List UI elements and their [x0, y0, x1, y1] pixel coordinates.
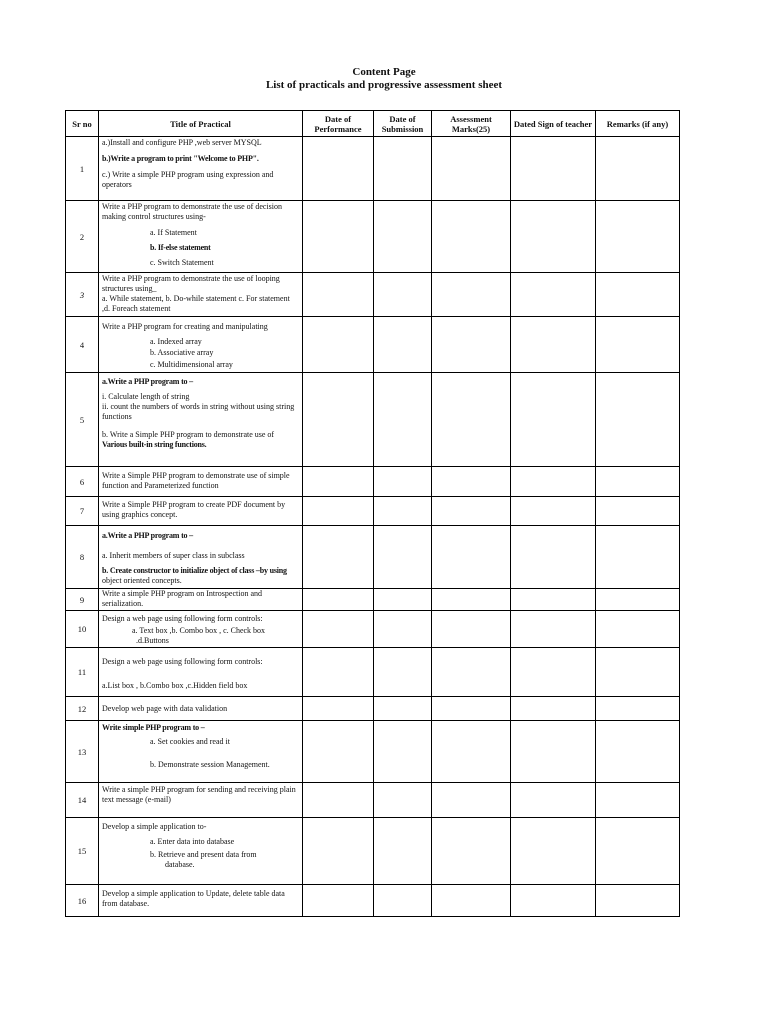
practical-title	[99, 721, 303, 783]
sign-cell	[511, 721, 596, 783]
practical-line: b. Write a Simple PHP program to demonstrate use of	[102, 430, 275, 439]
practical-line: Write a simple PHP program on Introspection and serialization.	[102, 589, 263, 608]
practical-title	[99, 497, 303, 526]
marks-cell	[432, 137, 511, 201]
date-submission-cell	[374, 589, 432, 611]
practical-title	[99, 373, 303, 467]
marks-cell	[432, 885, 511, 917]
practical-line: Write a PHP program to demonstrate the use of decision making control structures using-	[102, 202, 283, 221]
table-row	[66, 317, 680, 373]
date-performance-cell	[303, 373, 374, 467]
practical-title	[99, 589, 303, 611]
remarks-cell	[596, 273, 680, 317]
practical-title	[99, 201, 303, 273]
date-submission-cell	[374, 611, 432, 648]
page-header	[0, 66, 768, 92]
col-date-performance-line2: Performance	[314, 123, 362, 134]
practical-line: Develop a simple application to Update, delete table data from database.	[102, 889, 285, 908]
col-date-submission	[374, 111, 432, 137]
col-title: Title of Practical	[99, 111, 303, 137]
practical-line: a. If Statement	[150, 228, 197, 237]
marks-cell	[432, 467, 511, 497]
sign-cell	[511, 818, 596, 885]
row-number: 9	[66, 589, 99, 611]
table-row	[66, 783, 680, 818]
date-submission-cell	[374, 885, 432, 917]
row-number: 2	[66, 201, 99, 273]
sign-cell	[511, 589, 596, 611]
practical-line: Write a PHP program to demonstrate the use of looping structures using_	[102, 274, 280, 293]
page-title: Content Page	[352, 66, 416, 78]
col-date-performance	[303, 111, 374, 137]
col-remarks: Remarks (if any)	[596, 111, 680, 137]
practical-line: Develop a simple application to-	[102, 822, 207, 831]
date-performance-cell	[303, 317, 374, 373]
marks-cell	[432, 273, 511, 317]
sign-cell	[511, 317, 596, 373]
practical-title	[99, 697, 303, 721]
date-performance-cell	[303, 721, 374, 783]
practical-line: b. Associative array	[150, 348, 214, 357]
practical-title	[99, 648, 303, 697]
marks-cell	[432, 373, 511, 467]
remarks-cell	[596, 783, 680, 818]
practical-line: a. While statement, b. Do-while statement c. For statement ,d. Foreach statement	[102, 294, 290, 313]
sign-cell	[511, 273, 596, 317]
date-performance-cell	[303, 526, 374, 589]
date-submission-cell	[374, 818, 432, 885]
date-performance-cell	[303, 611, 374, 648]
sign-cell	[511, 697, 596, 721]
col-date-submission-line1: Date of	[389, 113, 416, 124]
sign-cell	[511, 648, 596, 697]
practical-line: Design a web page using following form controls:	[102, 657, 263, 666]
date-submission-cell	[374, 467, 432, 497]
date-submission-cell	[374, 783, 432, 818]
marks-cell	[432, 648, 511, 697]
practical-title	[99, 317, 303, 373]
date-submission-cell	[374, 317, 432, 373]
practical-line: database.	[165, 860, 195, 869]
remarks-cell	[596, 317, 680, 373]
date-submission-cell	[374, 526, 432, 589]
remarks-cell	[596, 885, 680, 917]
practical-line: a. Inherit members of super class in subclass	[102, 551, 245, 560]
sign-cell	[511, 497, 596, 526]
table-row	[66, 373, 680, 467]
practical-line: a. Text box ,b. Combo box , c. Check box	[132, 626, 266, 635]
date-performance-cell	[303, 783, 374, 818]
remarks-cell	[596, 497, 680, 526]
date-performance-cell	[303, 497, 374, 526]
marks-cell	[432, 721, 511, 783]
sign-cell	[511, 201, 596, 273]
col-sr-no: Sr no	[66, 111, 99, 137]
table-row	[66, 137, 680, 201]
date-submission-cell	[374, 137, 432, 201]
practical-line: Write a simple PHP program for sending and receiving plain text message (e-mail)	[102, 785, 296, 804]
practical-line: b.)Write a program to print "Welcome to PHP".	[102, 154, 259, 163]
date-submission-cell	[374, 497, 432, 526]
practical-title	[99, 467, 303, 497]
marks-cell	[432, 783, 511, 818]
table-row	[66, 721, 680, 783]
table-row	[66, 526, 680, 589]
practical-line: a. Set cookies and read it	[150, 737, 230, 746]
remarks-cell	[596, 721, 680, 783]
practical-title	[99, 526, 303, 589]
practical-line: i. Calculate length of string	[102, 392, 190, 401]
practical-line: b. If-else statement	[150, 243, 211, 252]
practical-title	[99, 818, 303, 885]
row-number: 14	[66, 783, 99, 818]
table-row	[66, 589, 680, 611]
date-performance-cell	[303, 467, 374, 497]
remarks-cell	[596, 137, 680, 201]
table-row	[66, 497, 680, 526]
col-teacher-sign: Dated Sign of teacher	[511, 111, 596, 137]
practical-line: a.Write a PHP program to –	[102, 531, 193, 540]
col-assessment-marks-line1: Assessment	[450, 113, 492, 124]
col-date-performance-line1: Date of	[324, 113, 352, 124]
remarks-cell	[596, 611, 680, 648]
practical-line: a.List box , b.Combo box ,c.Hidden field box	[102, 681, 248, 690]
remarks-cell	[596, 201, 680, 273]
date-performance-cell	[303, 885, 374, 917]
practical-title	[99, 885, 303, 917]
marks-cell	[432, 317, 511, 373]
date-performance-cell	[303, 697, 374, 721]
col-assessment-marks	[432, 111, 511, 137]
table-row	[66, 818, 680, 885]
marks-cell	[432, 497, 511, 526]
practical-line: a.Write a PHP program to –	[102, 377, 193, 386]
row-number: 3	[66, 273, 99, 317]
practical-line: Write simple PHP program to –	[102, 723, 205, 732]
date-submission-cell	[374, 273, 432, 317]
row-number: 13	[66, 721, 99, 783]
practical-line: Write a Simple PHP program to create PDF document by using graphics concept.	[102, 500, 286, 519]
practical-line: b. Demonstrate session Management.	[150, 760, 270, 769]
remarks-cell	[596, 697, 680, 721]
practical-line: c. Switch Statement	[150, 258, 214, 267]
practical-title	[99, 611, 303, 648]
practical-line: Write a Simple PHP program to demonstrate use of simple function and Parameterized function	[102, 471, 290, 490]
date-performance-cell	[303, 201, 374, 273]
practical-title	[99, 783, 303, 818]
table-row	[66, 611, 680, 648]
practical-line: Various built-in string functions.	[102, 440, 207, 449]
marks-cell	[432, 611, 511, 648]
practical-line: a. Enter data into database	[150, 837, 235, 846]
row-number: 4	[66, 317, 99, 373]
row-number: 7	[66, 497, 99, 526]
practical-line: a. Indexed array	[150, 337, 202, 346]
sign-cell	[511, 373, 596, 467]
date-submission-cell	[374, 721, 432, 783]
remarks-cell	[596, 589, 680, 611]
remarks-cell	[596, 648, 680, 697]
row-number: 10	[66, 611, 99, 648]
sign-cell	[511, 611, 596, 648]
marks-cell	[432, 589, 511, 611]
marks-cell	[432, 201, 511, 273]
practical-line: b. Create constructor to initialize object of class –by using	[102, 566, 287, 575]
table-row	[66, 273, 680, 317]
date-performance-cell	[303, 818, 374, 885]
row-number: 6	[66, 467, 99, 497]
practical-line: .d.Buttons	[136, 636, 169, 645]
remarks-cell	[596, 467, 680, 497]
col-assessment-marks-line2: Marks(25)	[451, 123, 491, 134]
sign-cell	[511, 137, 596, 201]
practical-title	[99, 273, 303, 317]
table-row	[66, 648, 680, 697]
table-row	[66, 201, 680, 273]
marks-cell	[432, 526, 511, 589]
sign-cell	[511, 885, 596, 917]
practical-title	[99, 137, 303, 201]
practical-line: Write a PHP program for creating and manipulating	[102, 322, 268, 331]
practical-line: c.) Write a simple PHP program using expression and operators	[102, 170, 274, 189]
practical-line: ii. count the numbers of words in string without using string functions	[102, 402, 295, 421]
table-row	[66, 885, 680, 917]
remarks-cell	[596, 526, 680, 589]
row-number: 15	[66, 818, 99, 885]
date-submission-cell	[374, 697, 432, 721]
table-row	[66, 467, 680, 497]
practical-line: Develop web page with data validation	[102, 704, 228, 713]
row-number: 11	[66, 648, 99, 697]
remarks-cell	[596, 373, 680, 467]
marks-cell	[432, 697, 511, 721]
practical-line: b. Retrieve and present data from	[150, 850, 257, 859]
date-performance-cell	[303, 137, 374, 201]
row-number: 16	[66, 885, 99, 917]
row-number: 5	[66, 373, 99, 467]
practical-line: Design a web page using following form controls:	[102, 614, 263, 623]
table-header-row	[66, 111, 680, 137]
remarks-cell	[596, 818, 680, 885]
table-row	[66, 697, 680, 721]
date-performance-cell	[303, 648, 374, 697]
date-submission-cell	[374, 648, 432, 697]
date-submission-cell	[374, 201, 432, 273]
sign-cell	[511, 783, 596, 818]
row-number: 8	[66, 526, 99, 589]
practical-line: a.)Install and configure PHP ,web server MYSQL	[102, 138, 262, 147]
sign-cell	[511, 526, 596, 589]
date-submission-cell	[374, 373, 432, 467]
col-date-submission-line2: Submission	[381, 123, 424, 134]
date-performance-cell	[303, 589, 374, 611]
practicals-table	[65, 110, 680, 917]
page-subtitle: List of practicals and progressive assessment sheet	[265, 79, 503, 91]
row-number: 1	[66, 137, 99, 201]
practical-line: c. Multidimensional array	[150, 360, 233, 369]
date-performance-cell	[303, 273, 374, 317]
marks-cell	[432, 818, 511, 885]
row-number: 12	[66, 697, 99, 721]
sign-cell	[511, 467, 596, 497]
practical-line: object oriented concepts.	[102, 576, 182, 585]
